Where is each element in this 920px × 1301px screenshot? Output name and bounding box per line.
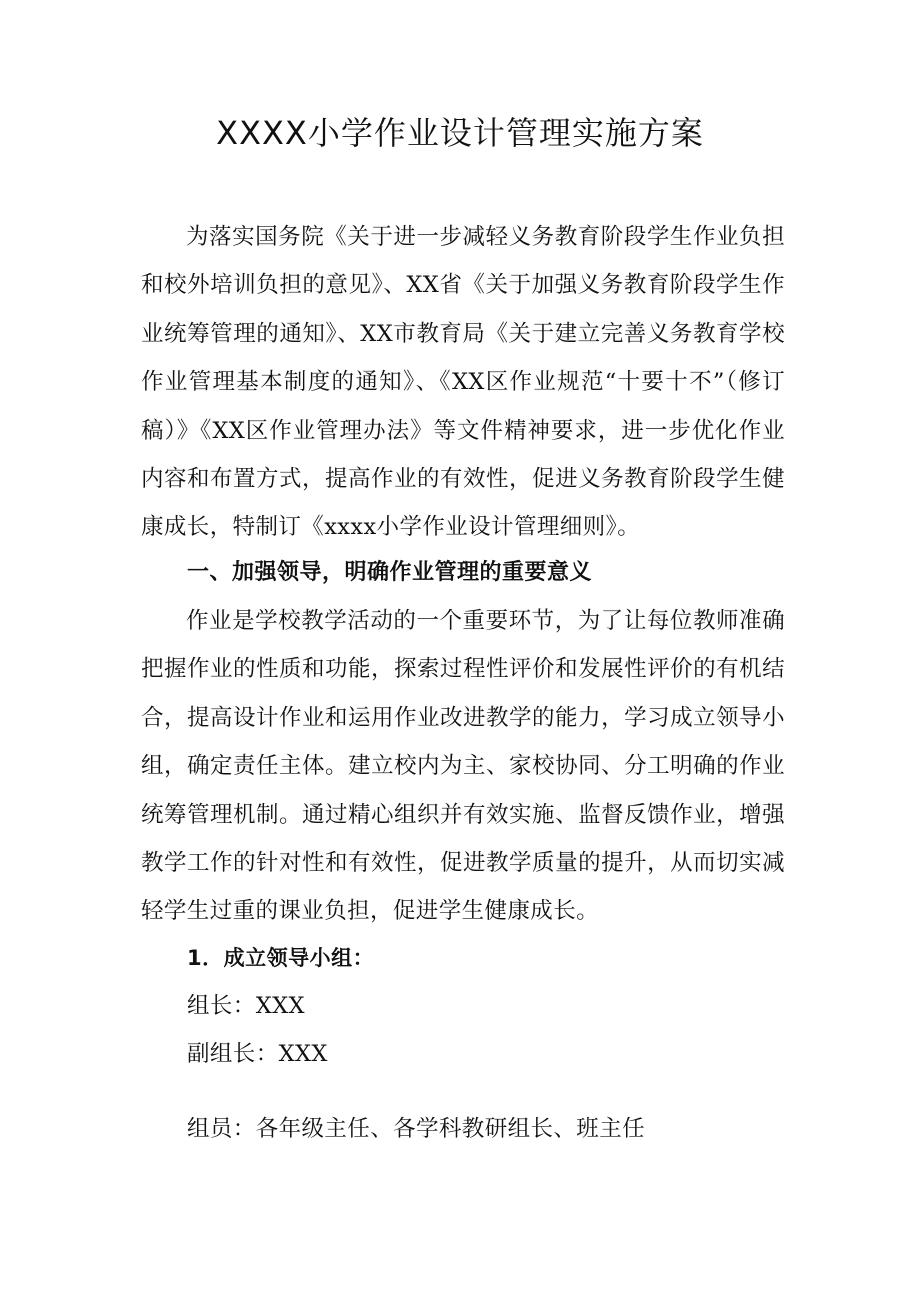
section-paragraph-leadership: 作业是学校教学活动的一个重要环节，为了让每位教师准确把握作业的性质和功能，探索过程性评价和发展性评价的有机结合，提高设计作业和运用作业改进教学的能力，学习成立领导小组，确定责任主体。建立校内为主、家校协同、分工明确的作业统筹管理机制。通过精心组织并有效实施、监督反馈作业，增强教学工作的针对性和有效性，促进教学质量的提升，从而切实减轻学生过重的课业负担，促进学生健康成长。 <box>141 608 785 925</box>
section-heading-leadership: 一、加强领导，明确作业管理的重要意义 <box>187 560 593 585</box>
document-title: XXXX小学作业设计管理实施方案 <box>216 114 704 152</box>
group-leader-line: 组长：XXX <box>187 993 305 1019</box>
group-members-line: 组员：各年级主任、各学科教研组长、班主任 <box>187 1116 646 1142</box>
deputy-leader-line: 副组长：XXX <box>187 1041 328 1067</box>
subsection-heading-group: 1．成立领导小组： <box>187 946 375 970</box>
intro-paragraph: 为落实国务院《关于进一步减轻义务教育阶段学生作业负担和校外培训负担的意见》、XX省《关于加强义务教育阶段学生作业统筹管理的通知》、XX市教育局《关于建立完善义务教育学校作业管理基本制度的通知》、《XX区作业规范“十要十不”（修订稿）》《XX区作业管理办法》等文件精神要求，进一步优化作业内容和布置方式，提高作业的有效性，促进义务教育阶段学生健康成长，特制订《xxxx小学作业设计管理细则》。 <box>141 224 785 541</box>
